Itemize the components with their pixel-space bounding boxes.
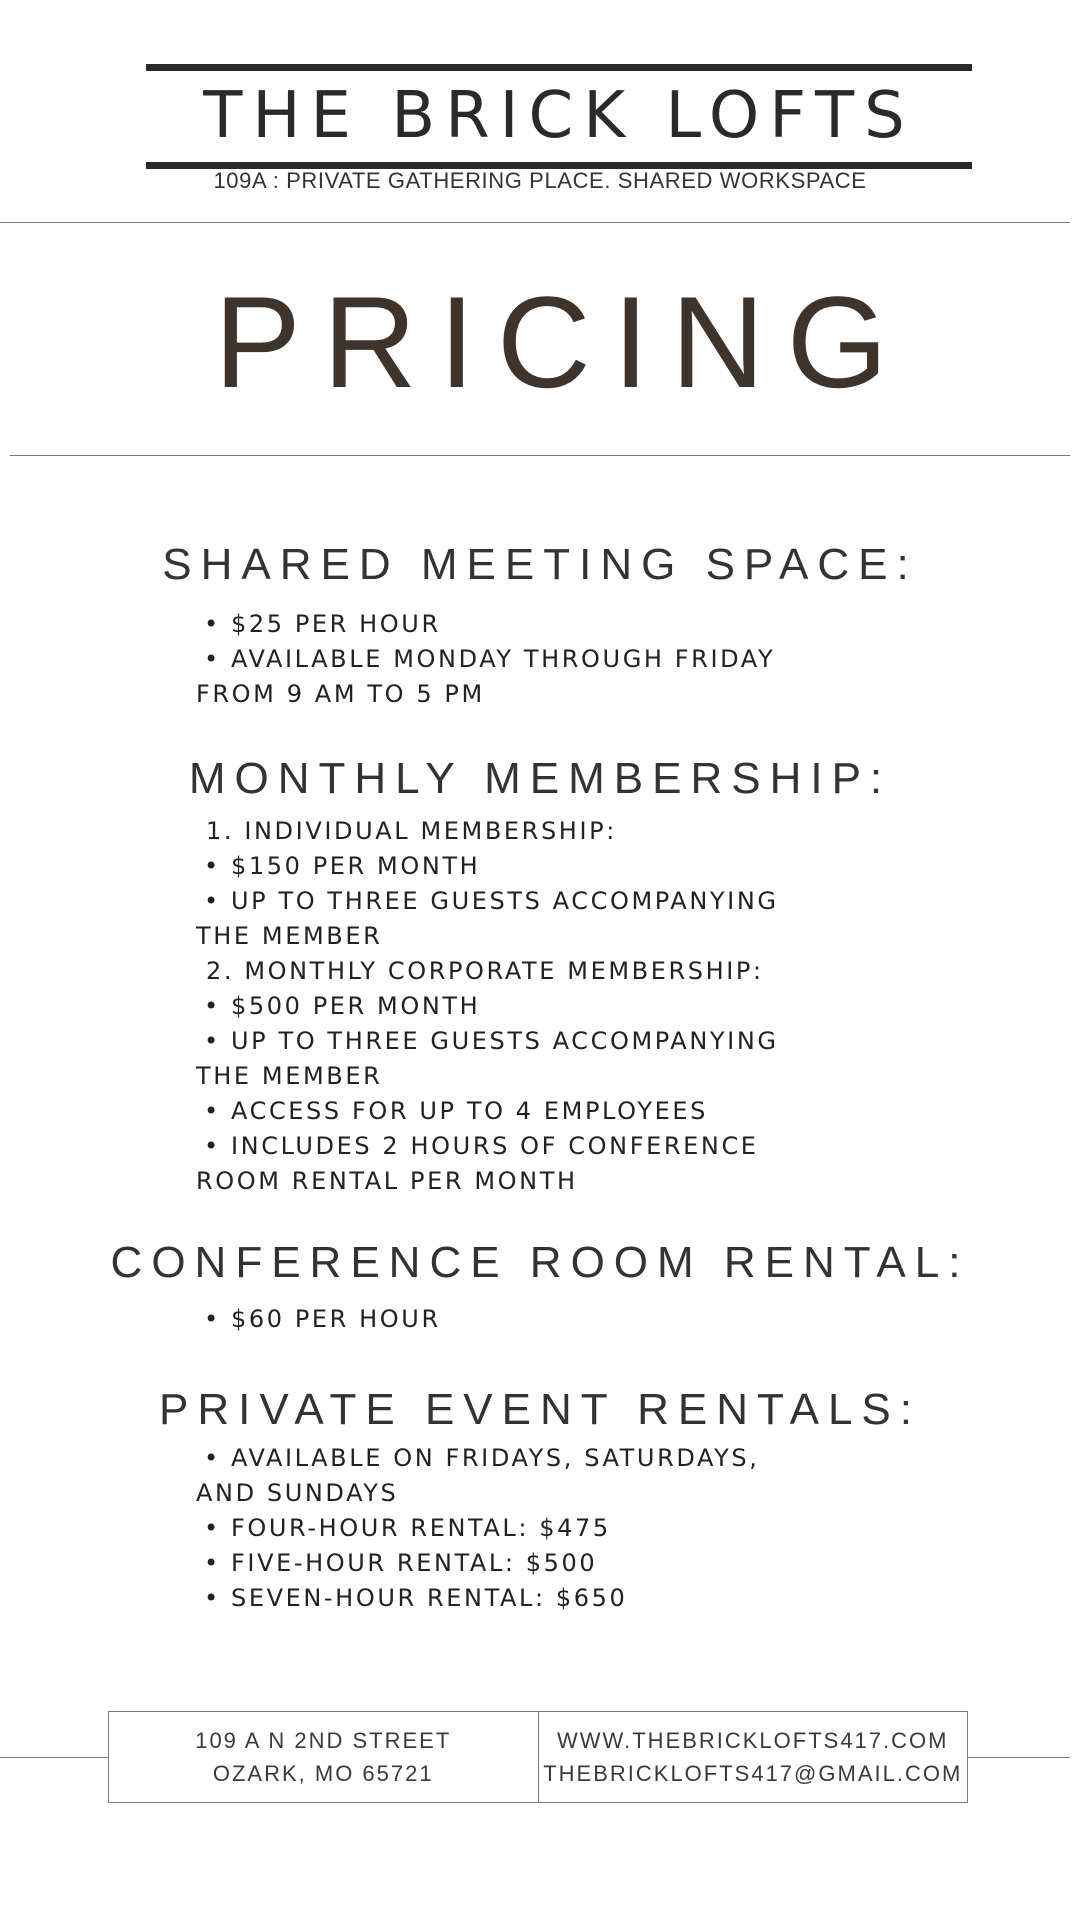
private-event-heading: PRIVATE EVENT RENTALS: <box>159 1385 921 1434</box>
monthly-line: • INCLUDES 2 HOURS OF CONFERENCE <box>204 1132 759 1160</box>
footer-rule-left <box>0 1757 108 1758</box>
shared-meeting-heading: SHARED MEETING SPACE: <box>162 540 918 589</box>
brand-logo <box>146 64 972 169</box>
footer-rule-right <box>968 1757 1070 1758</box>
monthly-line: 2. MONTHLY CORPORATE MEMBERSHIP: <box>206 957 764 985</box>
footer-contact-box <box>108 1711 968 1803</box>
logo-top-bar <box>146 64 972 71</box>
private-line: • FOUR-HOUR RENTAL: $475 <box>204 1514 611 1542</box>
conference-line: • $60 PER HOUR <box>204 1305 441 1333</box>
brand-name: THE BRICK LOFTS <box>203 79 915 153</box>
shared-line: • $25 PER HOUR <box>204 610 441 638</box>
footer-address <box>109 1712 539 1802</box>
private-line: • SEVEN-HOUR RENTAL: $650 <box>204 1584 628 1612</box>
monthly-line: THE MEMBER <box>196 1062 383 1090</box>
page-title: PRICING <box>214 269 910 415</box>
divider-top <box>0 222 1070 223</box>
monthly-line: • ACCESS FOR UP TO 4 EMPLOYEES <box>204 1097 708 1125</box>
monthly-line: • $500 PER MONTH <box>204 992 481 1020</box>
monthly-line: THE MEMBER <box>196 922 383 950</box>
monthly-line: • $150 PER MONTH <box>204 852 481 880</box>
email-link[interactable]: THEBRICKLOFTS417@GMAIL.COM <box>543 1761 963 1786</box>
shared-line: • AVAILABLE MONDAY THROUGH FRIDAY <box>204 645 776 673</box>
monthly-membership-heading: MONTHLY MEMBERSHIP: <box>188 754 892 803</box>
website-link[interactable]: WWW.THEBRICKLOFTS417.COM <box>557 1728 949 1753</box>
address-line-1: 109 A N 2ND STREET <box>195 1728 452 1753</box>
address-line-2: OZARK, MO 65721 <box>212 1761 434 1786</box>
monthly-line: • UP TO THREE GUESTS ACCOMPANYING <box>204 1027 779 1055</box>
conference-room-heading: CONFERENCE ROOM RENTAL: <box>110 1238 970 1287</box>
private-line: AND SUNDAYS <box>196 1479 399 1507</box>
monthly-line: 1. INDIVIDUAL MEMBERSHIP: <box>206 817 617 845</box>
private-line: • AVAILABLE ON FRIDAYS, SATURDAYS, <box>204 1444 760 1472</box>
footer-web <box>539 1712 968 1802</box>
shared-line: FROM 9 AM TO 5 PM <box>196 680 485 708</box>
monthly-line: • UP TO THREE GUESTS ACCOMPANYING <box>204 887 779 915</box>
private-line: • FIVE-HOUR RENTAL: $500 <box>204 1549 598 1577</box>
divider-title <box>10 455 1070 456</box>
tagline: 109A : PRIVATE GATHERING PLACE. SHARED WORKSPACE <box>213 168 867 193</box>
monthly-line: ROOM RENTAL PER MONTH <box>196 1167 578 1195</box>
